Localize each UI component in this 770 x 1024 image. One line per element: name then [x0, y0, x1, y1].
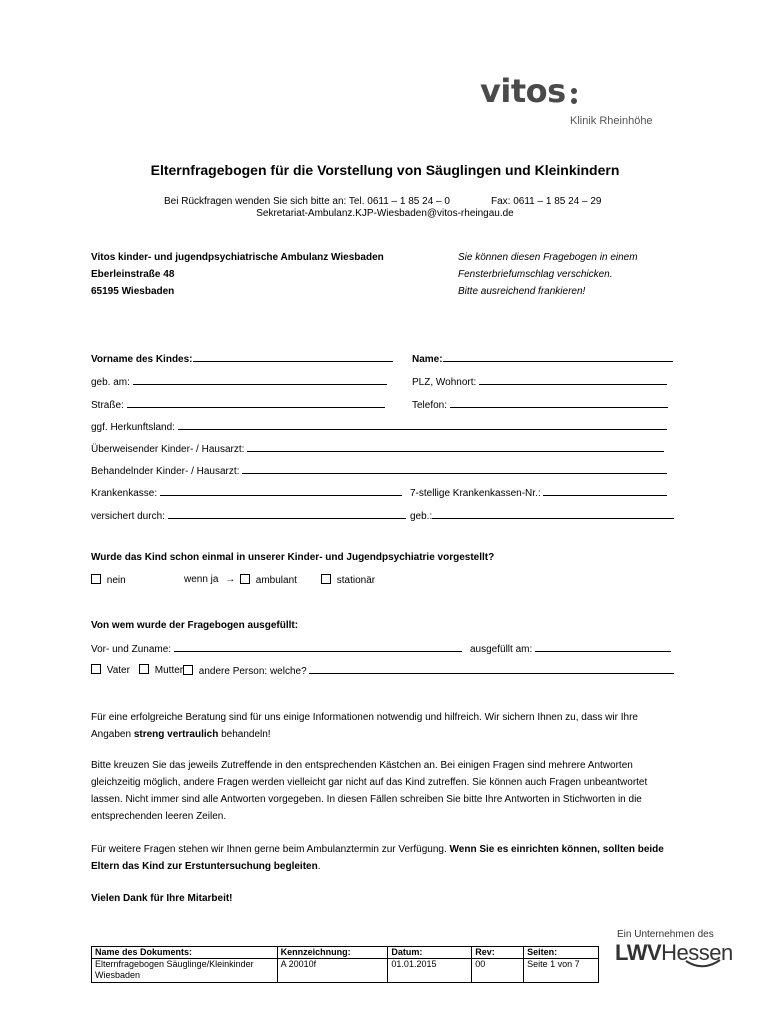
lwv-logo-tagline: Ein Unternehmen des	[617, 929, 714, 940]
info-paragraph-3-text: Für weitere Fragen stehen wir Ihnen gerne beim Ambulanztermin zur Verfügung.	[91, 844, 450, 855]
contact-fax: Fax: 0611 – 1 85 24 – 29	[491, 196, 602, 207]
option-ambulant[interactable]	[240, 574, 297, 586]
field-vorname-label: Vorname des Kindes:	[91, 354, 193, 365]
field-plz-line[interactable]	[479, 375, 667, 385]
option-ambulant-label: ambulant	[255, 575, 297, 586]
contact-phone: Bei Rückfragen wenden Sie sich bitte an: Tel. 0611 – 1 85 24 – 0	[164, 196, 450, 207]
checkbox-mutter[interactable]	[139, 664, 149, 674]
lwv-swoosh-icon	[685, 958, 721, 970]
option-wenn-ja	[184, 574, 235, 585]
field-versichert[interactable]	[91, 509, 406, 522]
info-paragraph-1	[91, 709, 671, 743]
option-mutter[interactable]	[139, 664, 183, 676]
vitos-logo	[480, 72, 566, 112]
field-geb-line[interactable]	[133, 375, 387, 385]
field-ueberweisend-label: Überweisender Kinder- / Hausarzt:	[91, 444, 245, 455]
option-wenn-ja-label: wenn ja	[184, 574, 219, 585]
field-filled-date-line[interactable]	[535, 642, 671, 652]
doc-header-date: Datum:	[388, 947, 472, 959]
doc-value-code: A 20010f	[277, 959, 388, 983]
field-filled-date[interactable]	[470, 642, 671, 655]
field-name-label: Name:	[412, 354, 443, 365]
field-versichert-label: versichert durch:	[91, 511, 165, 522]
doc-value-pages: Seite 1 von 7	[524, 959, 599, 983]
option-andere[interactable]	[183, 664, 674, 677]
field-behandelnd[interactable]	[91, 464, 667, 477]
option-stationaer-label: stationär	[336, 575, 376, 586]
mail-note-line-3: Bitte ausreichend frankieren!	[458, 286, 586, 297]
field-name[interactable]	[412, 352, 673, 365]
checkbox-ambulant[interactable]	[240, 574, 250, 584]
field-herkunft[interactable]	[91, 420, 667, 433]
field-geb-label: geb. am:	[91, 377, 130, 388]
checkbox-vater[interactable]	[91, 664, 101, 674]
info-paragraph-2: Bitte kreuzen Sie das jeweils Zutreffende in den entsprechenden Kästchen an. Bei einigen Fragen sind mehrere Antworten gleichzeitig möglich, andere Fragen werden vielleicht gar nicht auf das Kind zutreffen. Sie können auch Fragen unbeantwortet lassen. Nicht immer sind alle Antworten vorgegeben. In diesen Fällen schreiben Sie bitte Ihre Antworten in Stichworten in die entsprechenden leeren Zeilen.	[91, 760, 648, 822]
lwv-logo-bold: LWV	[615, 940, 662, 965]
option-mutter-label: Mutter	[154, 665, 184, 676]
address-line-2: Eberleinstraße 48	[91, 269, 175, 280]
document-info-header-row	[92, 947, 599, 959]
doc-header-code: Kennzeichnung:	[277, 947, 388, 959]
page-title: Elternfragebogen für die Vorstellung von Säuglingen und Kleinkindern	[150, 162, 620, 178]
field-ueberweisend-line[interactable]	[247, 442, 664, 452]
field-herkunft-line[interactable]	[178, 420, 667, 430]
field-krankenkasse-line[interactable]	[160, 486, 402, 496]
field-plz-label: PLZ, Wohnort:	[412, 377, 477, 388]
field-krankenkasse[interactable]	[91, 486, 402, 499]
info-paragraph-3-end: .	[317, 861, 321, 872]
option-stationaer[interactable]	[321, 574, 375, 586]
field-telefon-line[interactable]	[450, 398, 668, 408]
field-fullname-label: Vor- und Zuname:	[91, 644, 172, 655]
field-telefon[interactable]	[412, 398, 668, 411]
checkbox-nein[interactable]	[91, 574, 101, 584]
doc-value-date: 01.01.2015	[388, 959, 472, 983]
document-info-value-row	[92, 959, 599, 983]
vitos-logo-colon-icon	[571, 84, 577, 108]
field-versichert-geb-line[interactable]	[432, 509, 674, 519]
address-line-1: Vitos kinder- und jugendpsychiatrische Ambulanz Wiesbaden	[91, 252, 384, 263]
vitos-logo-text: vitos	[480, 72, 566, 110]
option-vater-label: Vater	[106, 665, 130, 676]
document-info-table	[91, 946, 599, 983]
option-vater[interactable]	[91, 664, 130, 676]
field-vorname[interactable]	[91, 352, 393, 365]
field-strasse-label: Straße:	[91, 400, 124, 411]
field-krankenkasse-label: Krankenkasse:	[91, 488, 158, 499]
field-fullname[interactable]	[91, 642, 462, 655]
option-nein[interactable]	[91, 574, 126, 586]
field-andere-line[interactable]	[309, 664, 674, 674]
arrow-right-icon: →	[225, 574, 236, 585]
field-ueberweisend[interactable]	[91, 442, 664, 455]
field-kassennr[interactable]	[410, 486, 667, 499]
field-vorname-line[interactable]	[193, 352, 393, 362]
thanks-text: Vielen Dank für Ihre Mitarbeit!	[91, 893, 233, 904]
field-versichert-geb-label: geb.:	[410, 511, 433, 522]
field-filled-date-label: ausgefüllt am:	[470, 644, 533, 655]
info-paragraph-1-end: behandeln!	[218, 729, 271, 740]
info-paragraph-1-bold: streng vertraulich	[133, 729, 219, 740]
field-versichert-geb[interactable]	[410, 509, 674, 522]
lwv-logo-light: Hessen	[661, 940, 733, 965]
field-behandelnd-label: Behandelnder Kinder- / Hausarzt:	[91, 466, 240, 477]
doc-value-rev: 00	[472, 959, 524, 983]
doc-header-rev: Rev:	[472, 947, 524, 959]
field-telefon-label: Telefon:	[412, 400, 448, 411]
checkbox-andere[interactable]	[183, 665, 193, 675]
info-paragraph-3-bold: Wenn Sie es einrichten können, sollten beide Eltern das Kind zur Erstuntersuchung begleiten	[91, 844, 664, 872]
question-previous-visit: Wurde das Kind schon einmal in unserer Kinder- und Jugendpsychiatrie vorgestellt?	[91, 552, 495, 563]
address-line-3: 65195 Wiesbaden	[91, 286, 175, 297]
field-plz[interactable]	[412, 375, 667, 388]
contact-email: Sekretariat-Ambulanz.KJP-Wiesbaden@vitos-rheingau.de	[256, 208, 514, 219]
field-behandelnd-line[interactable]	[242, 464, 667, 474]
option-nein-label: nein	[106, 575, 126, 586]
field-kassennr-line[interactable]	[543, 486, 667, 496]
field-fullname-line[interactable]	[174, 642, 462, 652]
info-paragraph-1-text: Für eine erfolgreiche Beratung sind für uns einige Informationen notwendig und hilfreich. Wir sichern Ihnen zu, dass wir Ihre Angaben	[91, 712, 638, 740]
field-kassennr-label: 7-stellige Krankenkassen-Nr.:	[410, 488, 541, 499]
mail-note-line-2: Fensterbriefumschlag verschicken.	[458, 269, 613, 280]
question-filled-by: Von wem wurde der Fragebogen ausgefüllt:	[91, 620, 299, 631]
doc-header-name: Name des Dokuments:	[92, 947, 278, 959]
field-strasse[interactable]	[91, 398, 385, 411]
mail-note-line-1: Sie können diesen Fragebogen in einem	[458, 252, 638, 263]
field-herkunft-label: ggf. Herkunftsland:	[91, 422, 175, 433]
field-geb[interactable]	[91, 375, 387, 388]
field-versichert-line[interactable]	[168, 509, 406, 519]
doc-header-pages: Seiten:	[524, 947, 599, 959]
checkbox-stationaer[interactable]	[321, 574, 331, 584]
vitos-logo-subtitle: Klinik Rheinhöhe	[570, 115, 653, 127]
option-andere-label: andere Person: welche?	[198, 666, 307, 677]
doc-value-name: Elternfragebogen Säuglinge/Kleinkinder Wiesbaden	[92, 959, 278, 983]
field-strasse-line[interactable]	[127, 398, 385, 408]
info-paragraph-3	[91, 841, 671, 875]
field-name-line[interactable]	[443, 352, 673, 362]
